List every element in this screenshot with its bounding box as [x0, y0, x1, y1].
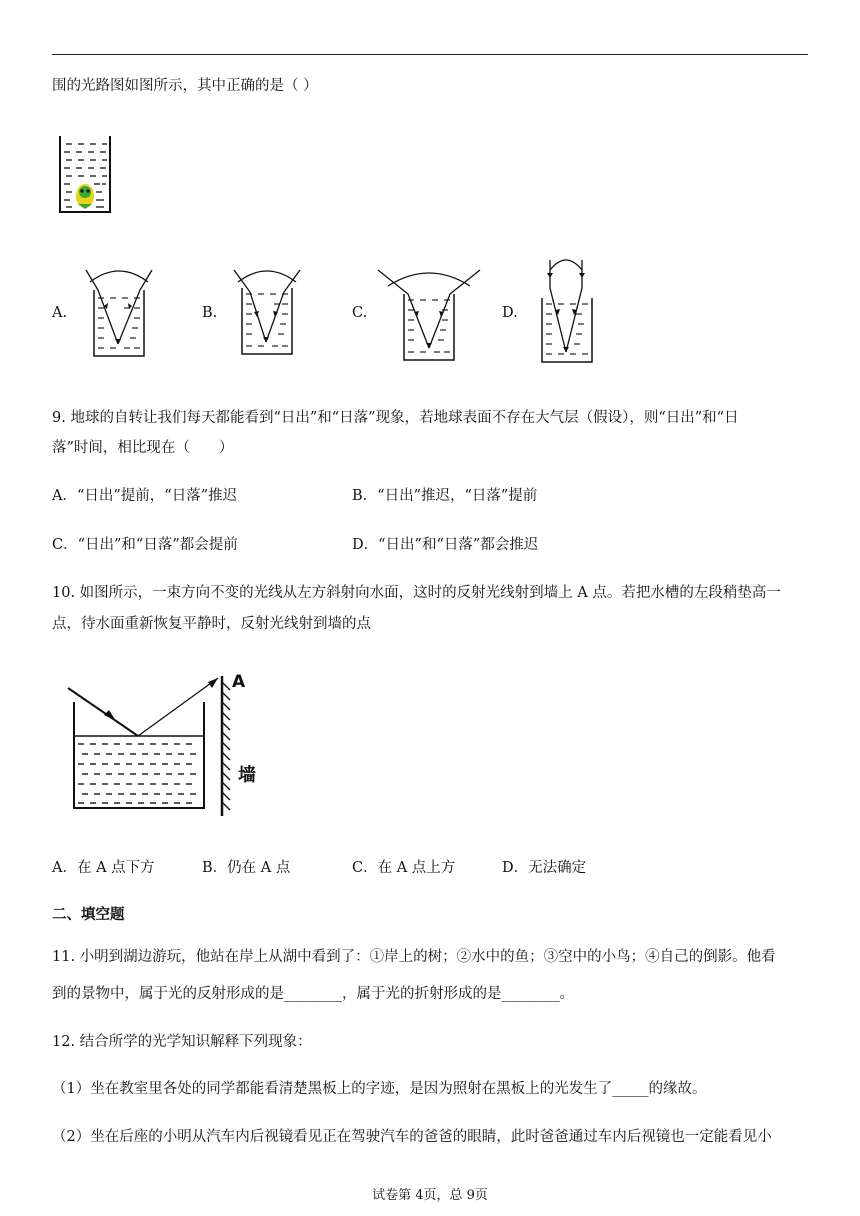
q11-text-line2: 到的景物中，属于光的反射形成的是________，属于光的折射形成的是________。 [52, 986, 574, 1002]
q12-sub2: （2）坐在后座的小明从汽车内后视镜看见正在驾驶汽车的爸爸的眼睛，此时爸爸通过车内后视镜也一定能看见小 [52, 1129, 772, 1145]
q9-option-a: A．“日出”提前，“日落”推迟 [52, 488, 238, 504]
q8-option-a-figure [82, 266, 158, 362]
fish-icon [76, 184, 94, 209]
fish-beaker-figure [58, 134, 114, 216]
q11-text-line1: 11. 小明到湖边游玩，他站在岸上从湖中看到了：①岸上的树；②水中的鱼；③空中的小鸟；④自己的倒影。他看 [52, 949, 776, 965]
q10-wall-label: 墙 [238, 765, 256, 786]
section-heading-fill-in: 二、填空题 [52, 906, 125, 923]
q12-sub1: （1）坐在教室里各处的同学都能看清楚黑板上的字迹，是因为照射在黑板上的光发生了_____的缘故。 [52, 1081, 707, 1097]
q10-text-line1: 10. 如图所示，一束方向不变的光线从左方斜射向水面，这时的反射光线射到墙上 A 点。若把水槽的左段稍垫高一 [52, 585, 781, 601]
q10-option-c: C．在 A 点上方 [352, 860, 456, 876]
q9-option-b: B．“日出”推迟，“日落”提前 [352, 488, 538, 504]
header-rule [52, 54, 808, 55]
q8-option-b-label: B. [202, 305, 218, 321]
q10-option-b: B．仍在 A 点 [202, 860, 291, 876]
q8-option-b-figure [232, 266, 308, 362]
q9-text-line2: 落”时间，相比现在（ ） [52, 440, 234, 456]
q8-option-c-figure [374, 266, 484, 366]
page-footer: 试卷第 4页，总 9页 [372, 1188, 488, 1203]
q8-option-d-label: D. [502, 305, 518, 321]
q8-option-d-figure [536, 254, 596, 366]
q9-text-line1: 9. 地球的自转让我们每天都能看到“日出”和“日落”现象，若地球表面不存在大气层（假设），则“日出”和“日 [52, 410, 739, 426]
q10-option-d: D．无法确定 [502, 860, 587, 876]
q10-point-a-label: A [232, 672, 246, 692]
q8-option-c-label: C. [352, 305, 368, 321]
q8-option-a-label: A. [52, 305, 68, 321]
q9-option-c: C．“日出”和“日落”都会提前 [52, 537, 238, 553]
q12-text: 12. 结合所学的光学知识解释下列现象： [52, 1034, 312, 1050]
q8-text: 围的光路图如图所示，其中正确的是（ ） [52, 78, 318, 94]
q10-option-a: A．在 A 点下方 [52, 860, 155, 876]
q9-option-d: D．“日出”和“日落”都会推迟 [352, 537, 539, 553]
q10-text-line2: 点，待水面重新恢复平静时，反射光线射到墙的点 [52, 616, 371, 632]
